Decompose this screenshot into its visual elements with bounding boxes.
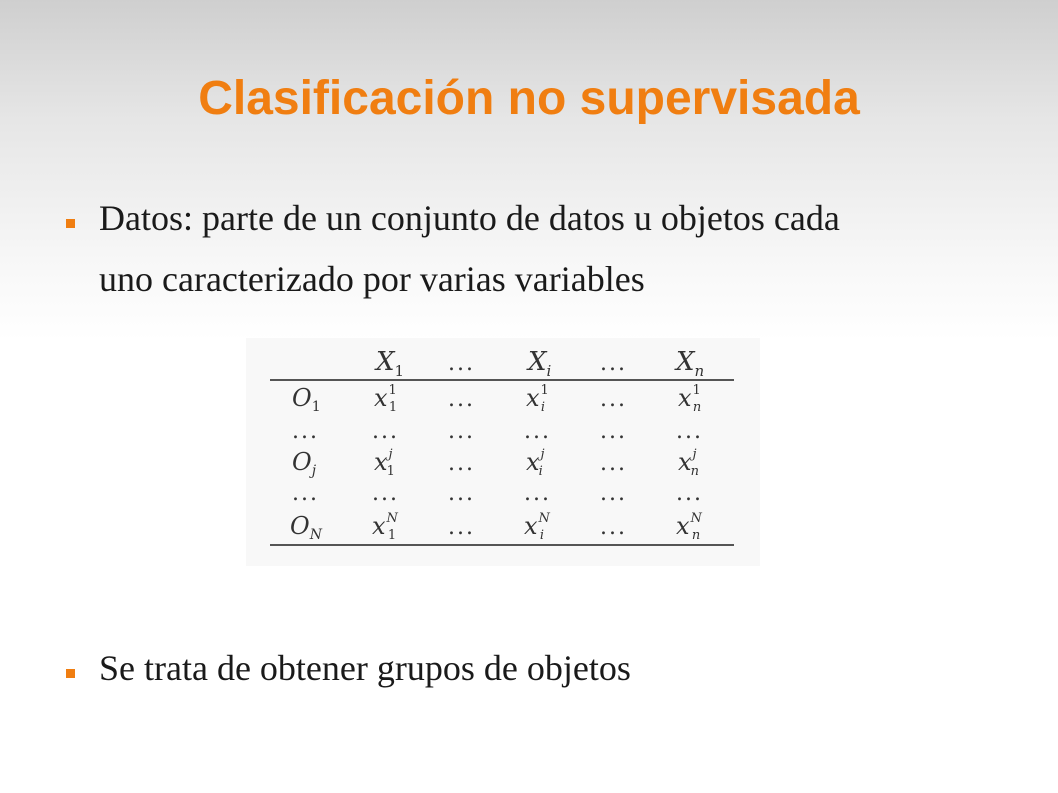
cell-dots: ... [600,451,627,476]
cell-dots: ... [600,387,627,412]
cell-dots: ... [600,515,627,540]
cell-dots: ... [448,515,475,540]
cell-xi-j: $x^j$ i [526,447,545,479]
cell-dots: ... [372,419,399,444]
cell-dots: ... [524,481,551,506]
bullet-marker [66,669,75,678]
cell-dots: ... [448,387,475,412]
cell-dots: ... [292,419,319,444]
cell-dots: ... [448,419,475,444]
data-table-figure [246,338,760,566]
bullet-text-line: uno caracterizado por varias variables [99,259,645,299]
cell-dots: ... [448,451,475,476]
cell-xn-j: $x^j$ n [678,447,699,479]
cell-dots: ... [676,481,703,506]
cell-xn-1: $x^1$ n [678,383,702,415]
cell-dots: ... [524,419,551,444]
cell-dots: ... [448,481,475,506]
bullet-marker [66,219,75,228]
cell-xn-n: $x^N$ n [676,511,702,543]
cell-dots: ... [676,419,703,444]
row-label-o1: $O_1$ [292,384,321,415]
row-label-on: $O_N$ [290,512,322,543]
slide-title: Clasificación no supervisada [198,72,860,125]
header-dots: ... [448,351,475,376]
bullet-text-line: Se trata de obtener grupos de objetos [99,648,631,688]
data-table-svg [246,338,760,566]
cell-x1-n: $x^N$ 1 [372,511,398,543]
header-x1: $X_1$ [376,347,405,380]
cell-dots: ... [600,419,627,444]
row-label-oj: $O_j$ [292,448,317,479]
header-xi: $X_i$ [528,347,552,380]
bullet-text-line: Datos: parte de un conjunto de datos u objetos cada [99,198,840,238]
cell-dots: ... [600,481,627,506]
header-xn: $X_n$ [676,347,705,380]
header-dots: ... [600,351,627,376]
cell-dots: ... [292,481,319,506]
cell-xi-n: $x^N$ i [524,511,550,543]
cell-x1-j: $x^j$ 1 [374,447,395,479]
cell-xi-1: $x^1$ i [526,383,549,415]
cell-dots: ... [372,481,399,506]
cell-x1-1: $x^1$ 1 [374,383,398,415]
